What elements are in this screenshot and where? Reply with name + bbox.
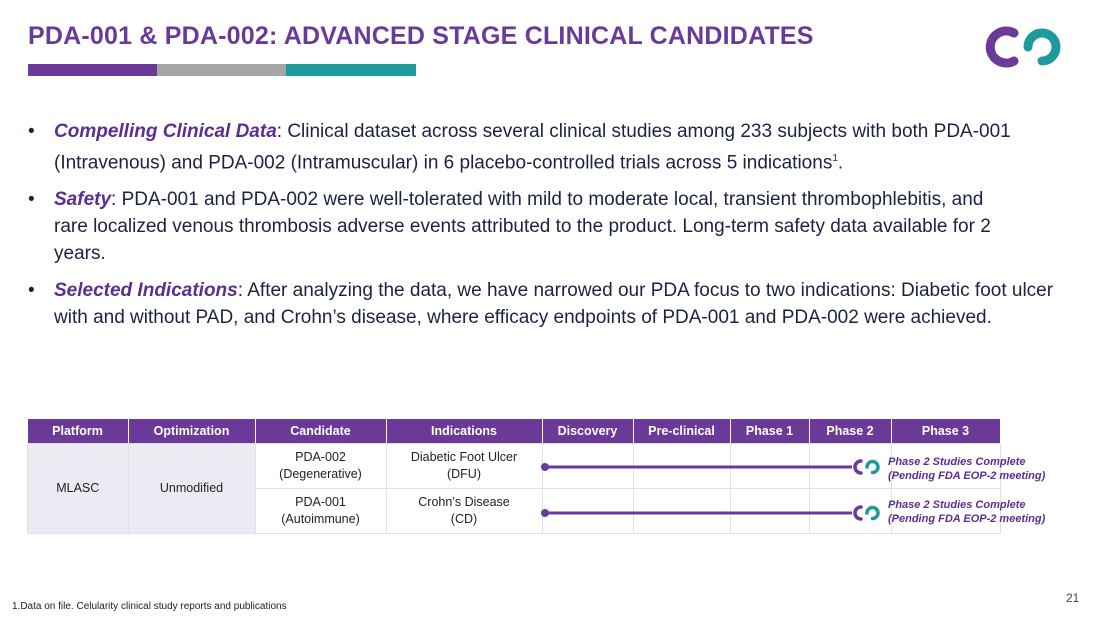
status-label-cd bbox=[888, 498, 1045, 526]
footnote-marker: 1 bbox=[832, 153, 838, 164]
status-subline: (Pending FDA EOP-2 meeting) bbox=[888, 513, 1046, 525]
candidate-type: (Degenerative) bbox=[279, 467, 362, 481]
candidate-name: PDA-002 bbox=[295, 450, 346, 464]
phase-cell bbox=[809, 489, 891, 534]
table-header-row bbox=[28, 419, 1001, 444]
indication-abbrev: (CD) bbox=[450, 512, 478, 526]
column-header: Candidate bbox=[255, 419, 386, 444]
status-subline: (Pending FDA EOP-2 meeting) bbox=[888, 470, 1046, 482]
bullet-text: : PDA-001 and PDA-002 were well-tolerated with mild to moderate local, transient thrombophlebitis, and rare localized venous thrombosis adverse events attributed to the product. Long-term safety data available for 2 years. bbox=[54, 189, 991, 265]
bullet-selected-indications bbox=[28, 277, 1064, 331]
bullet-clinical-data bbox=[28, 118, 1014, 176]
status-label-dfu bbox=[888, 455, 1045, 483]
column-header: Discovery bbox=[542, 419, 633, 444]
bullet-dot: • bbox=[28, 121, 35, 142]
page-number: 21 bbox=[1066, 591, 1080, 605]
phase-cell bbox=[542, 444, 633, 489]
platform-cell: MLASC bbox=[28, 444, 129, 534]
candidate-cell bbox=[255, 444, 386, 489]
bullet-dot: • bbox=[28, 280, 35, 302]
bullet-safety bbox=[28, 186, 1014, 267]
indication-abbrev: (DFU) bbox=[446, 467, 481, 481]
column-header: Indications bbox=[386, 419, 542, 444]
bullet-text: : After analyzing the data, we have narrowed our PDA focus to two indications: Diabetic foot ulcer with and without PAD, and Crohn’s disease, where efficacy endpoints of PDA-001 and PDA-002 were achieved. bbox=[54, 280, 1054, 329]
pipeline-table bbox=[27, 419, 1001, 534]
phase-cell bbox=[730, 444, 809, 489]
title-underline-purple bbox=[28, 64, 157, 76]
column-header: Phase 3 bbox=[891, 419, 1000, 444]
column-header: Optimization bbox=[128, 419, 255, 444]
indication-name: Crohn’s Disease bbox=[418, 495, 510, 509]
bullet-dot: • bbox=[28, 189, 35, 211]
column-header: Platform bbox=[28, 419, 129, 444]
title-underline-teal bbox=[286, 64, 416, 76]
status-line: Phase 2 Studies Complete bbox=[888, 456, 1026, 468]
bullet-heading: Selected Indications bbox=[54, 280, 238, 302]
bullet-text-end: . bbox=[837, 152, 844, 174]
phase-cell bbox=[542, 489, 633, 534]
column-header: Pre-clinical bbox=[633, 419, 730, 444]
company-logo-icon bbox=[980, 24, 1068, 70]
indication-cell bbox=[386, 444, 542, 489]
phase-cell bbox=[633, 489, 730, 534]
phase-cell bbox=[730, 489, 809, 534]
bullet-heading: Compelling Clinical Data bbox=[54, 121, 277, 142]
indication-name: Diabetic Foot Ulcer bbox=[410, 450, 518, 464]
indication-cell bbox=[386, 489, 542, 534]
table-row bbox=[28, 444, 1001, 489]
candidate-name: PDA-001 bbox=[295, 495, 346, 509]
candidate-cell bbox=[255, 489, 386, 534]
column-header: Phase 1 bbox=[730, 419, 809, 444]
status-line: Phase 2 Studies Complete bbox=[888, 499, 1026, 511]
title-underline-gray bbox=[157, 64, 286, 76]
phase-cell bbox=[809, 444, 891, 489]
phase-cell bbox=[633, 444, 730, 489]
bullet-heading: Safety bbox=[54, 189, 112, 211]
column-header: Phase 2 bbox=[809, 419, 891, 444]
optimization-cell: Unmodified bbox=[128, 444, 255, 534]
bullet-text: : Clinical dataset across several clinical studies among 233 subjects with both PDA-001 (Intravenous) and PDA-002 (Intramuscular) in 6 placebo-controlled trials across 5 indications bbox=[54, 121, 1011, 174]
page-title: PDA-001 & PDA-002: ADVANCED STAGE CLINICAL CANDIDATES bbox=[28, 22, 814, 50]
bullet-list bbox=[28, 118, 1078, 341]
candidate-type: (Autoimmune) bbox=[281, 512, 360, 526]
footnote: 1.Data on file. Celularity clinical study reports and publications bbox=[12, 601, 287, 612]
